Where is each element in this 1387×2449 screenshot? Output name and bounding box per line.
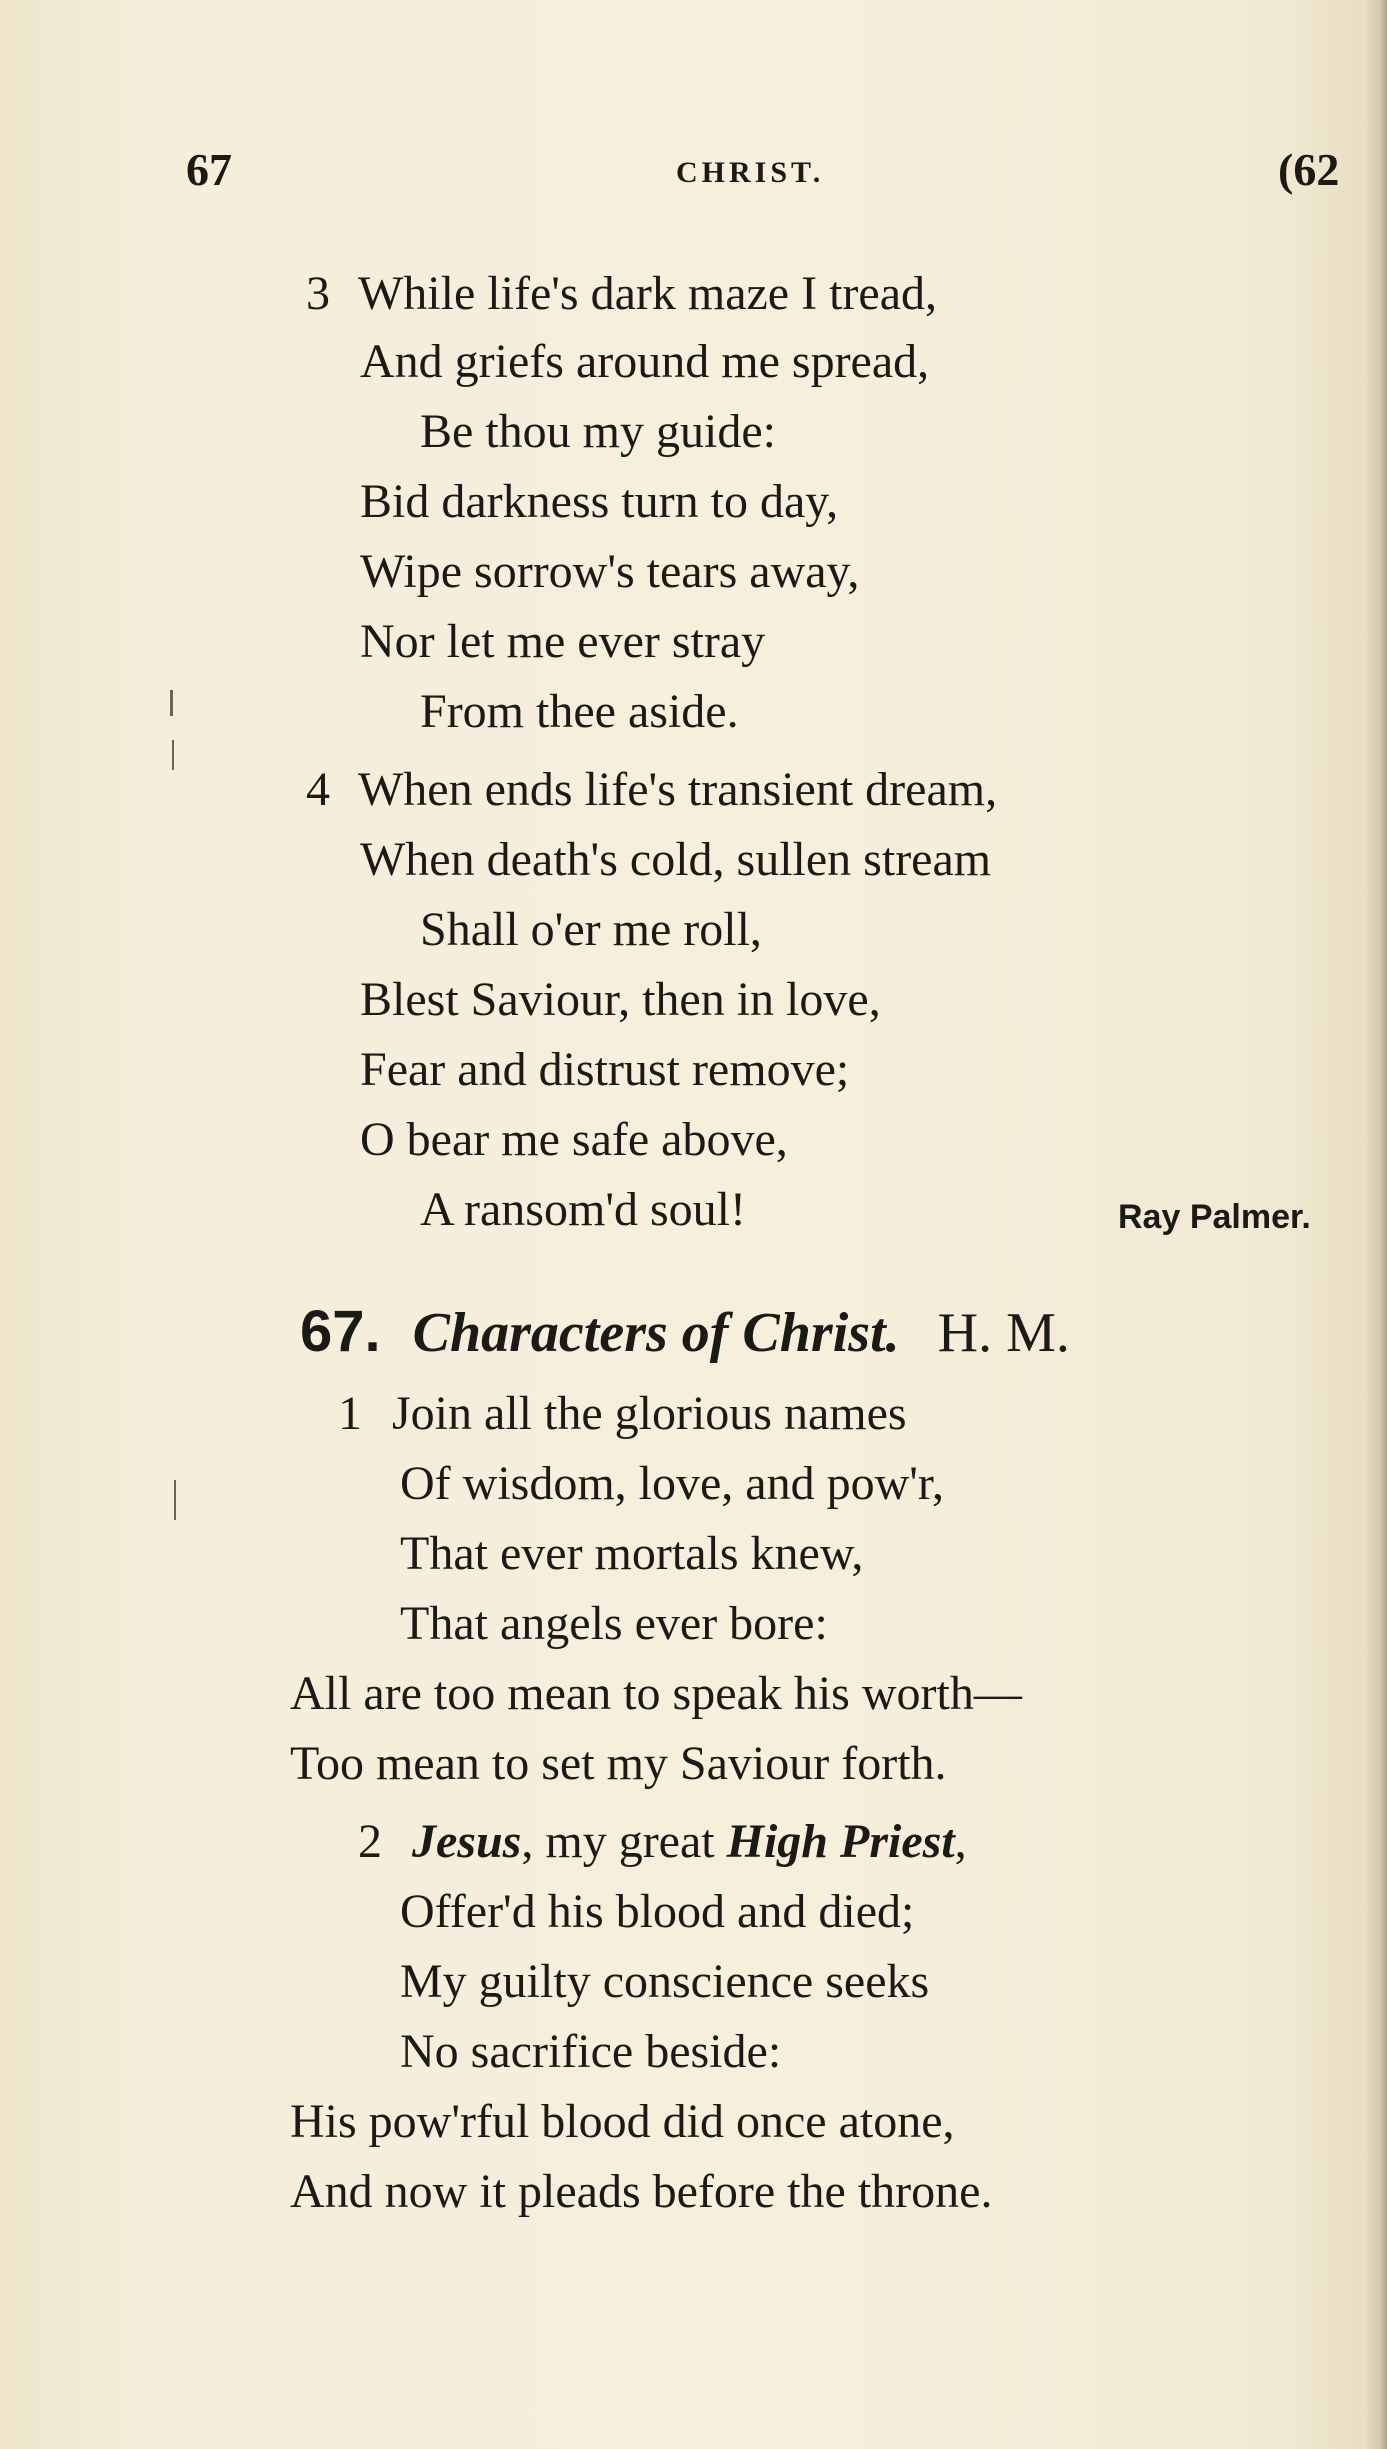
verse-line: All are too mean to speak his worth—	[290, 1667, 1022, 1720]
verse-line: Offer'd his blood and died;	[400, 1885, 915, 1938]
verse-line: From thee aside.	[420, 685, 739, 738]
verse-line: And now it pleads before the throne.	[290, 2165, 993, 2218]
verse-line: That ever mortals knew,	[400, 1527, 864, 1580]
stanza-number: 2	[358, 1815, 382, 1868]
margin-mark	[174, 1480, 176, 1520]
verse-text: , my great	[521, 1815, 727, 1868]
stanza-number: 4	[306, 763, 330, 816]
author-attribution: Ray Palmer.	[1118, 1198, 1311, 1236]
page-edge-shadow	[1365, 0, 1387, 2449]
hymn-stanza-1-line-1	[338, 1387, 907, 1440]
verse-line: Join all the glorious names	[392, 1387, 907, 1440]
verse-line: When ends life's transient dream,	[358, 763, 998, 816]
verse-line: Shall o'er me roll,	[420, 903, 762, 956]
verse-line: While life's dark maze I tread,	[358, 267, 938, 320]
verse-line: When death's cold, sullen stream	[360, 833, 992, 886]
emphasis-jesus: Jesus	[412, 1815, 522, 1868]
verse-line: Wipe sorrow's tears away,	[360, 545, 860, 598]
verse-line: Fear and distrust remove;	[360, 1043, 850, 1096]
margin-mark	[172, 740, 174, 770]
emphasis-high-priest: High Priest	[726, 1815, 955, 1868]
verse-line: Nor let me ever stray	[360, 615, 766, 668]
stanza-4-line-1	[306, 763, 998, 816]
verse-line: His pow'rful blood did once atone,	[290, 2095, 955, 2148]
hymn-meter: H. M.	[937, 1302, 1070, 1364]
verse-line: Bid darkness turn to day,	[360, 475, 839, 528]
verse-line: No sacrifice beside:	[400, 2025, 782, 2078]
verse-line: That angels ever bore:	[400, 1597, 828, 1650]
stanza-3-line-1	[306, 267, 938, 320]
verse-line: Be thou my guide:	[420, 405, 776, 458]
stanza-number: 3	[306, 267, 330, 320]
verse-line: Blest Saviour, then in love,	[360, 973, 881, 1026]
page-number: 67	[186, 144, 232, 195]
verse-line: My guilty conscience seeks	[400, 1955, 930, 2008]
hymn-number: 67.	[300, 1299, 381, 1364]
verse-punctuation: ,	[954, 1815, 967, 1868]
corner-mark: (62	[1278, 144, 1340, 195]
hymn-heading	[300, 1298, 1070, 1365]
verse-line: A ransom'd soul!	[420, 1183, 746, 1236]
running-title: CHRIST.	[676, 156, 825, 189]
verse-line: O bear me safe above,	[360, 1113, 788, 1166]
stanza-number: 1	[338, 1387, 362, 1440]
hymn-title: Characters of Christ.	[412, 1302, 900, 1364]
margin-mark	[170, 690, 173, 716]
verse-line: Too mean to set my Saviour forth.	[290, 1737, 947, 1790]
verse-line: And griefs around me spread,	[360, 335, 930, 388]
verse-line: Of wisdom, love, and pow'r,	[400, 1457, 944, 1510]
hymn-stanza-2-line-1	[358, 1815, 967, 1868]
